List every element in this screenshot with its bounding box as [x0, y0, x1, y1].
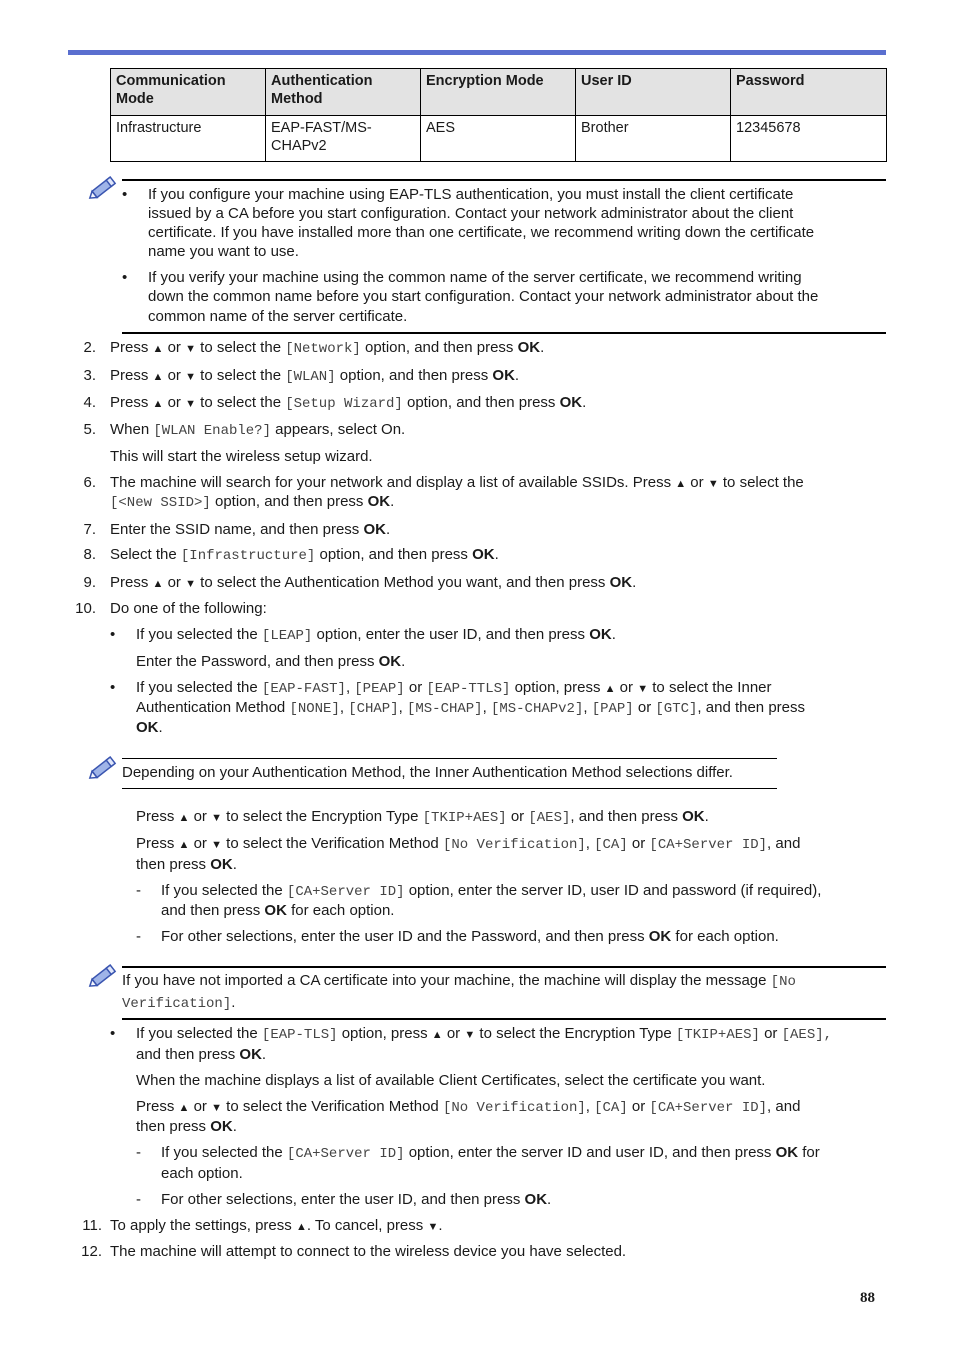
dash-text: For other selections, enter the user ID and the Password, and then press OK for each option. [161, 928, 779, 945]
bullet-dot: • [110, 626, 116, 643]
up-arrow-icon: ▲ [604, 683, 616, 695]
settings-table [110, 68, 887, 162]
note-bottom-rule [122, 1018, 886, 1020]
dash-text: For other selections, enter the user ID, and then press OK. [161, 1191, 552, 1208]
note-bottom-rule [122, 332, 886, 334]
bullet-dot: • [110, 1025, 116, 1042]
dash-text: each option. [161, 1165, 243, 1182]
bullet-text: When the machine displays a list of available Client Certificates, select the certificate you want. [136, 1072, 766, 1089]
bullet-text: OK. [136, 719, 163, 736]
up-arrow-icon: ▲ [152, 578, 164, 590]
up-arrow-icon: ▲ [675, 478, 687, 490]
step-number: 7. [83, 521, 96, 538]
down-arrow-icon: ▼ [707, 478, 719, 490]
note-text: issued by a CA before you start configuration. Contact your network administrator about the client [148, 205, 794, 222]
bullet-dot: • [122, 186, 128, 203]
bullet-text: Press ▲ or ▼ to select the Verification Method [No Verification], [CA] or [CA+Server ID], and [136, 835, 801, 853]
down-arrow-icon: ▼ [185, 578, 196, 590]
dash-marker: - [136, 1191, 141, 1208]
step-text: Press ▲ or ▼ to select the Authentication Method you want, and then press OK. [110, 574, 637, 591]
step-text: The machine will search for your network and display a list of available SSIDs. Press ▲ or ▼ to select the [110, 474, 804, 491]
dash-marker: - [136, 928, 141, 945]
table-header-cell: User ID [576, 69, 731, 116]
up-arrow-icon: ▲ [295, 1221, 307, 1233]
table-cell: EAP-FAST/MS-CHAPv2 [266, 116, 421, 162]
down-arrow-icon: ▼ [637, 683, 649, 695]
dash-text: and then press OK for each option. [161, 902, 395, 919]
down-arrow-icon: ▼ [185, 398, 196, 410]
up-arrow-icon: ▲ [178, 839, 190, 851]
note-pencil-icon [86, 172, 122, 202]
table-cell: Brother [576, 116, 731, 162]
table-header-row [111, 69, 887, 116]
table-cell: 12345678 [731, 116, 887, 162]
bullet-text: and then press OK. [136, 1046, 267, 1063]
step-number: 12. [81, 1243, 102, 1260]
step-text: When [WLAN Enable?] appears, select On. [110, 421, 406, 439]
down-arrow-icon: ▼ [211, 1102, 222, 1114]
bullet-text: If you selected the [EAP-TLS] option, press ▲ or ▼ to select the Encryption Type [TKIP+AES] or [AES], [136, 1025, 833, 1043]
table-cell: AES [421, 116, 576, 162]
note-bottom-rule [122, 788, 777, 789]
table-header-cell: Communication Mode [111, 69, 266, 116]
up-arrow-icon: ▲ [178, 812, 190, 824]
step-text: Press ▲ or ▼ to select the [Setup Wizard] option, and then press OK. [110, 394, 587, 412]
note-text: Depending on your Authentication Method, the Inner Authentication Method selections differ. [122, 764, 733, 781]
dash-text: If you selected the [CA+Server ID] option, enter the server ID, user ID and password (if required), [161, 882, 822, 900]
up-arrow-icon: ▲ [152, 371, 164, 383]
bullet-text: then press OK. [136, 856, 237, 873]
step-text: Select the [Infrastructure] option, and then press OK. [110, 546, 499, 564]
up-arrow-icon: ▲ [178, 1102, 190, 1114]
down-arrow-icon: ▼ [464, 1029, 476, 1041]
bullet-text: Enter the Password, and then press OK. [136, 653, 406, 670]
note-top-rule [122, 758, 777, 759]
down-arrow-icon: ▼ [185, 371, 196, 383]
bullet-dot: • [110, 679, 116, 696]
note-text: name you want to use. [148, 243, 299, 260]
step-subtext: This will start the wireless setup wizard. [110, 448, 373, 465]
down-arrow-icon: ▼ [185, 343, 196, 355]
step-number: 5. [83, 421, 96, 438]
up-arrow-icon: ▲ [431, 1029, 443, 1041]
step-text: Press ▲ or ▼ to select the [WLAN] option, and then press OK. [110, 367, 520, 385]
step-number: 8. [83, 546, 96, 563]
note-text: certificate. If you have installed more than one certificate, we recommend writing down the certificate [148, 224, 815, 241]
bullet-text: Authentication Method [NONE], [CHAP], [MS-CHAP], [MS-CHAPv2], [PAP] or [GTC], and then press [136, 699, 805, 717]
bullet-text: then press OK. [136, 1118, 237, 1135]
note-text: Verification]. [122, 994, 236, 1012]
step-number: 6. [83, 474, 96, 491]
table-header-cell: Password [731, 69, 887, 116]
step-number: 9. [83, 574, 96, 591]
note-pencil-icon [86, 752, 122, 782]
note-text: common name of the server certificate. [148, 308, 408, 325]
step-text: Press ▲ or ▼ to select the [Network] option, and then press OK. [110, 339, 545, 357]
note-top-rule [122, 966, 886, 968]
top-accent-bar [68, 50, 886, 55]
note-text: If you have not imported a CA certificate into your machine, the machine will display the message [No [122, 972, 796, 990]
step-text: Enter the SSID name, and then press OK. [110, 521, 391, 538]
table-header-cell: Authentication Method [266, 69, 421, 116]
step-text: The machine will attempt to connect to the wireless device you have selected. [110, 1243, 627, 1260]
step-text: Do one of the following: [110, 600, 267, 617]
note-pencil-icon [86, 960, 122, 990]
step-text: [<New SSID>] option, and then press OK. [110, 493, 395, 511]
note-text: If you configure your machine using EAP-TLS authentication, you must install the client certificate [148, 186, 794, 203]
up-arrow-icon: ▲ [152, 398, 164, 410]
table-cell: Infrastructure [111, 116, 266, 162]
table-row [111, 116, 887, 162]
down-arrow-icon: ▼ [211, 812, 222, 824]
bullet-text: Press ▲ or ▼ to select the Encryption Type [TKIP+AES] or [AES], and then press OK. [136, 808, 709, 826]
dash-text: If you selected the [CA+Server ID] option, enter the server ID and user ID, and then press OK for [161, 1144, 820, 1162]
bullet-text: If you selected the [LEAP] option, enter the user ID, and then press OK. [136, 626, 616, 644]
bullet-dot: • [122, 269, 128, 286]
note-top-rule [122, 179, 886, 181]
step-number: 3. [83, 367, 96, 384]
step-number: 11. [82, 1217, 102, 1234]
note-text: down the common name before you start configuration. Contact your network administrator about the [148, 288, 819, 305]
down-arrow-icon: ▼ [427, 1221, 439, 1233]
bullet-text: If you selected the [EAP-FAST], [PEAP] or [EAP-TTLS] option, press ▲ or ▼ to select the Inner [136, 679, 772, 697]
down-arrow-icon: ▼ [211, 839, 222, 851]
up-arrow-icon: ▲ [152, 343, 164, 355]
step-text: To apply the settings, press ▲. To cancel, press ▼. [110, 1217, 443, 1234]
step-number: 2. [83, 339, 96, 356]
dash-marker: - [136, 1144, 141, 1161]
table-header-cell: Encryption Mode [421, 69, 576, 116]
note-text: If you verify your machine using the common name of the server certificate, we recommend writing [148, 269, 802, 286]
page-number: 88 [860, 1290, 875, 1306]
bullet-text: Press ▲ or ▼ to select the Verification Method [No Verification], [CA] or [CA+Server ID], and [136, 1098, 801, 1116]
dash-marker: - [136, 882, 141, 899]
step-number: 10. [75, 600, 96, 617]
step-number: 4. [83, 394, 96, 411]
